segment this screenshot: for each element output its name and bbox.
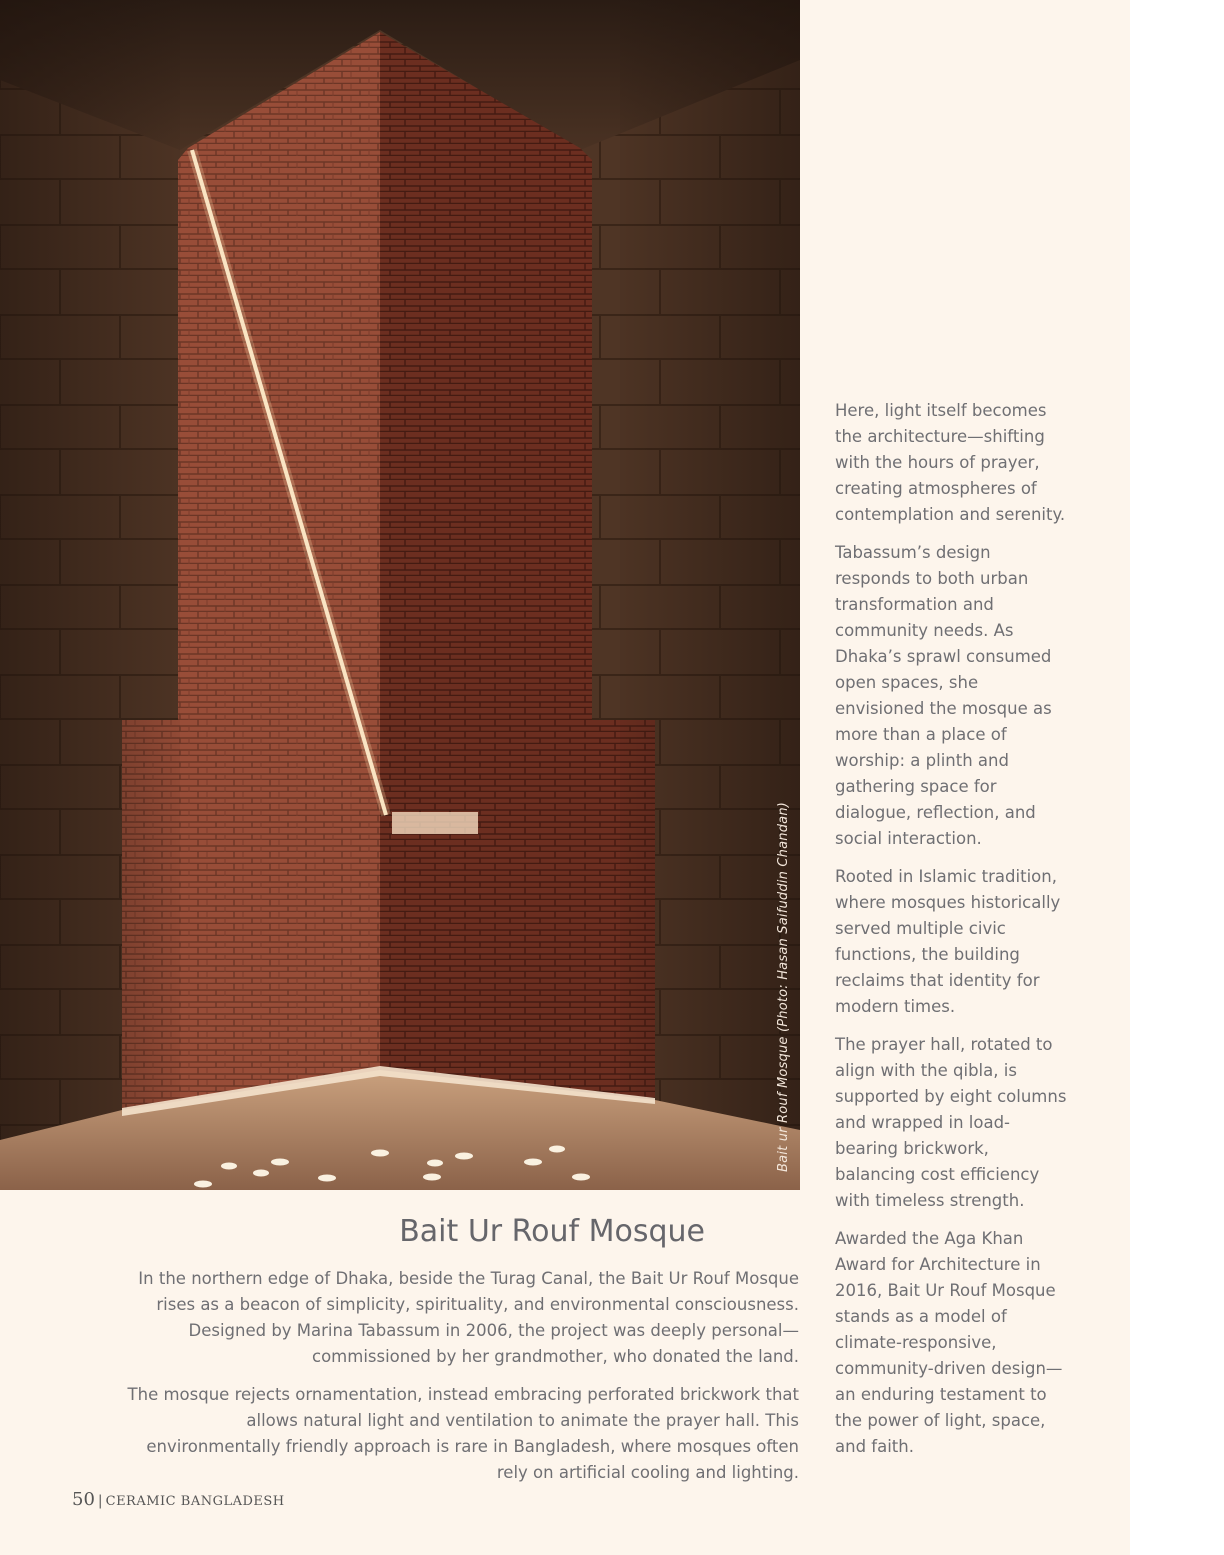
photo-credit: Bait ur Rouf Mosque (Photo: Hasan Saifuddin Chandan) <box>776 801 791 1172</box>
footer-separator: | <box>97 1493 103 1509</box>
page-number: 50 <box>72 1489 95 1510</box>
page-footer <box>72 1489 285 1510</box>
paragraph: The prayer hall, rotated to align with the qibla, is supported by eight columns and wrapped in load-bearing brickwork, balancing cost efficiency with timeless strength. <box>835 1035 1067 1210</box>
intro-text-column <box>120 1266 799 1498</box>
paragraph: Here, light itself becomes the architecture—shifting with the hours of prayer, creating atmospheres of contemplation and serenity. <box>835 401 1066 524</box>
paragraph: The mosque rejects ornamentation, instead embracing perforated brickwork that allows natural light and ventilation to animate the prayer hall. This environmentally friendly approach is rare in Bangladesh, where mosques often rely on artificial cooling and lighting. <box>127 1385 799 1482</box>
paragraph: In the northern edge of Dhaka, beside the Turag Canal, the Bait Ur Rouf Mosque rises as a beacon of simplicity, spirituality, and environmental consciousness. Designed by Marina Tabassum in 2006, the project was deeply personal—commissioned by her grandmother, who donated the land. <box>138 1269 799 1366</box>
paragraph: Tabassum’s design responds to both urban transformation and community needs. As Dhaka’s sprawl consumed open spaces, she envisioned the mosque as more than a place of worship: a plinth and gathering space for dialogue, reflection, and social interaction. <box>835 543 1052 848</box>
side-text-column <box>835 398 1067 1472</box>
paragraph: Rooted in Islamic tradition, where mosques historically served multiple civic functions, the building reclaims that identity for modern times. <box>835 867 1061 1016</box>
paragraph: Awarded the Aga Khan Award for Architecture in 2016, Bait Ur Rouf Mosque stands as a model of climate-responsive, community-driven design—an enduring testament to the power of light, space, and faith. <box>835 1229 1063 1456</box>
article-title: Bait Ur Rouf Mosque <box>399 1214 705 1249</box>
publication-name: CERAMIC BANGLADESH <box>105 1494 285 1509</box>
